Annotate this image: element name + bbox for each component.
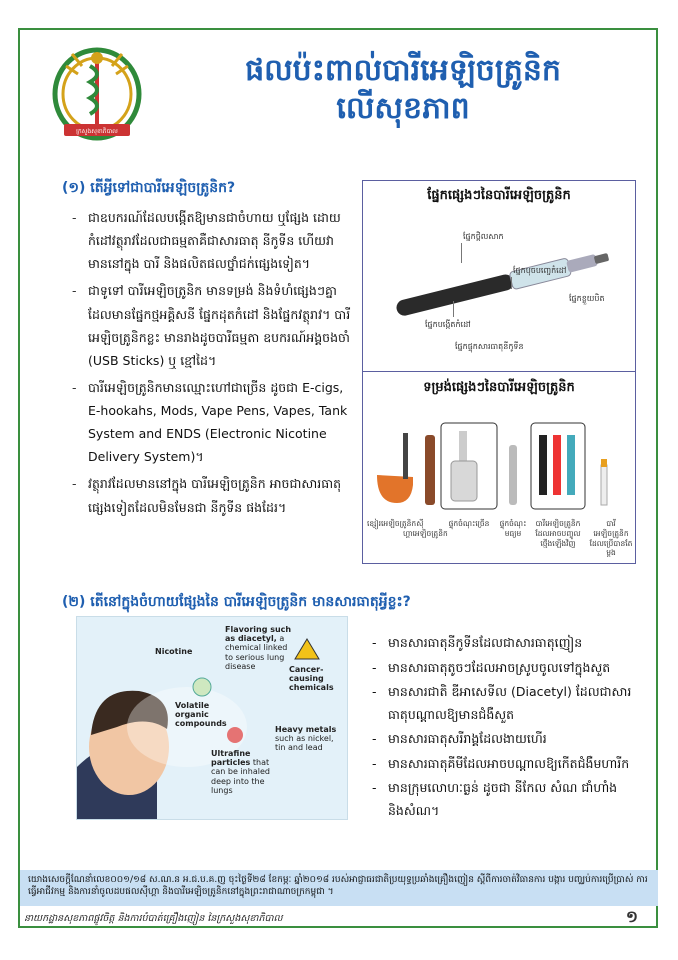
list-item: - ជាទូទៅ បារីអេឡិចត្រូនិក មានទម្រង់ និងទំហំផ្សេងៗគ្នា ដែលមានផ្នែកថ្មអគ្គិសនី ផ្នែកដុតកំដៅ និងផ្នែកវត្ថុរាវ។ បារីអេឡិចត្រូនិកខ្លះ មានរាងដូចបារីធម្មតា ឧបករណ៍អង្គចងចាំ (USB Sticks) ឬ ខ្មៅដៃ។ bbox=[72, 279, 352, 372]
part-label: ផ្នែកថ្ពិលសាក bbox=[463, 232, 504, 241]
vapor-illustration bbox=[76, 616, 348, 820]
logo-banner-text: ក្រសួងសុខាភិបាល bbox=[76, 128, 118, 135]
list-item: - មានសារធាតុគីមីដែលអាចបណ្តាលឱ្យកើតជំងឺមហារីក bbox=[372, 753, 648, 776]
list-item: - ជាឧបករណ៍ដែលបង្កើតឱ្យមានជាចំហាយ ឬផ្សែង ដោយកំដៅវត្ថុរាវដែលជាធម្មតាគឺជាសារធាតុ នីកូទីន ហើយវាមាននៅក្នុង បារី និងផលិតផលថ្នាំជក់ផ្សេងទៀត។ bbox=[72, 206, 352, 275]
title-line-1: ផលប៉ះពាល់បារីអេឡិចត្រូនិក bbox=[245, 53, 561, 88]
device-caption: បារីអេឡិចត្រូនិកដែលប្រើបានតែម្តង bbox=[589, 519, 633, 558]
part-label: ផ្នែកបុចបញ្ចេកំដៅ bbox=[513, 266, 567, 275]
list-item: - មានសារធាតុនីកូទីនដែលជាសារធាតុញៀន bbox=[372, 632, 648, 655]
list-item: - មានក្រុមលោហៈធ្ងន់ ដូចជា នីកែល សំណ ជាំហាំង និងសំណ។ bbox=[372, 777, 648, 822]
ecig-parts-panel bbox=[362, 180, 636, 564]
label-flavoring: Flavoring such as diacetyl, a chemical linked to serious lung disease bbox=[225, 625, 292, 671]
device-caption: ខ្សៀរអេឡិចត្រូនិក bbox=[367, 519, 417, 528]
section1-heading: (១) តើអ្វីទៅជាបារីអេឡិចត្រូនិក? bbox=[62, 180, 236, 196]
list-item: - មានសារធាតុតូចៗដែលអាចស្រូបចូលទៅក្នុងសួត bbox=[372, 657, 648, 680]
footer-note: យោងសេចក្តីណែនាំលេខ០០១/១៨ ស.ណ.ន អ.ជ.ប.គ.ញ ចុះថ្ងៃទី២៨ ខែកម្ភៈ ឆ្នាំ២០១៨ របស់អាជ្ញាធរជាតិប្រយុទ្ធប្រឆាំងគ្រឿងញៀន ស្តីពីការចាត់វិធានការ បង្ការ បញ្ឈប់ការប្រើប្រាស់ ការធ្វើអាជីវកម្ម និងការនាំចូលដបផលស៊ីហ្គា និងបារីអេឡិចត្រូនិកនៅក្នុងព្រះរាជាណាចក្រកម្ពុជា ។ bbox=[20, 870, 658, 906]
device-caption: ផ្ទុកចំណុះច្រើន bbox=[448, 519, 490, 528]
department-line: នាយកដ្ឋានសុខភាពផ្លូវចិត្ត និងការបំបាត់គ្រឿងញៀន នៃក្រសួងសុខាភិបាល bbox=[24, 913, 283, 924]
section1-list bbox=[72, 206, 352, 523]
list-item: - មានសារធាតុសរីរាង្គដែលងាយហើរ bbox=[372, 728, 648, 751]
part-label: ផ្នែកផ្ទុកសារធាតុនីកូទីន bbox=[455, 342, 524, 351]
part-label: ផ្នែកបង្កើតកំដៅ bbox=[425, 320, 471, 329]
label-nicotine: Nicotine bbox=[155, 647, 193, 656]
ecig-types-image bbox=[367, 415, 633, 511]
ministry-logo bbox=[42, 36, 152, 146]
part-label: ផ្នែកខ្លួយបិត bbox=[569, 294, 605, 303]
panel-divider bbox=[363, 371, 635, 372]
ecig-device-image bbox=[383, 241, 623, 321]
label-voc: Volatile organic compounds bbox=[175, 701, 227, 729]
list-item: - បារីអេឡិចត្រូនិកមានឈ្មោះហៅជាច្រើន ដូចជា E-cigs, E-hookahs, Mods, Vape Pens, Vapes, Tank System and ENDS (Electronic Nicotine Delivery System)។ bbox=[72, 376, 352, 469]
section2-heading: (២) តើនៅក្នុងចំហាយផ្សែងនៃ បារីអេឡិចត្រូនិក មានសារធាតុអ្វីខ្លះ? bbox=[62, 594, 411, 610]
types-heading: ទម្រង់ផ្សេងៗនៃបារីអេឡិចត្រូនិក bbox=[423, 380, 575, 395]
device-caption: បារីអេឡិចត្រូនិកដែលអាចបញ្ចូលថ្មើងឡើងវិញ bbox=[535, 519, 581, 548]
label-metals: Heavy metals such as nickel, tin and lead bbox=[275, 725, 337, 753]
label-cancer: Cancer-causing chemicals bbox=[289, 665, 334, 693]
label-ultrafine: Ultrafine particles that can be inhaled deep into the lungs bbox=[211, 749, 270, 795]
device-caption: ស៊ីហ្គាអេឡិចត្រូនិក bbox=[403, 519, 448, 538]
list-item: - វត្ថុរាវដែលមាននៅក្នុង បារីអេឡិចត្រូនិក អាចជាសារធាតុផ្សេងទៀតដែលមិនមែនជា នីកូទីន ផងដែរ។ bbox=[72, 472, 352, 518]
title-line-2: លើសុខភាព bbox=[336, 90, 470, 126]
page-title bbox=[168, 52, 638, 127]
list-item: - មានសារជាតិ ឌីអាសេទីល (Diacetyl) ដែលជាសារធាតុបណ្តាលឱ្យមានជំងឺសួត bbox=[372, 681, 648, 726]
device-caption: ផ្ទុកចំណុះមធ្យម bbox=[499, 519, 527, 538]
section2-list bbox=[372, 632, 648, 824]
parts-heading: ផ្នែកផ្សេងៗនៃបារីអេឡិចត្រូនិក bbox=[427, 188, 571, 203]
page-number: ១ bbox=[625, 907, 638, 926]
